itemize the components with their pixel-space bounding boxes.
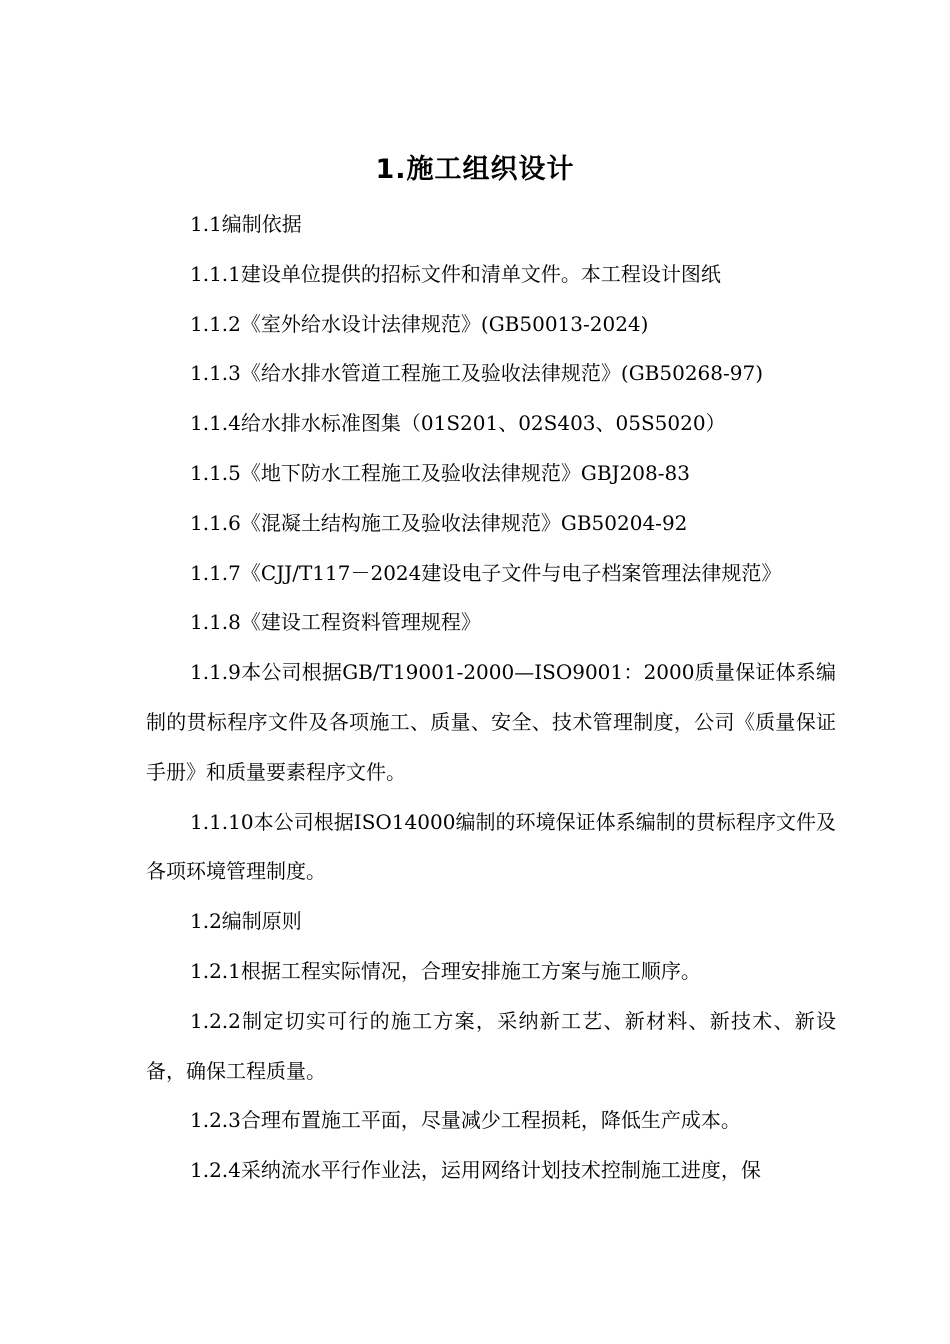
page-title: 1.施工组织设计 [375,154,575,185]
paragraph-1-1-4: 1.1.4给水排水标准图集（01S201、02S403、05S5020） [190,411,726,436]
section-heading-1-2: 1.2编制原则 [190,909,302,934]
paragraph-1-1-10: 1.1.10本公司根据ISO14000编制的环境保证体系编制的贯标程序文件及各项环境管理制度。 [146,809,836,884]
paragraph-1-1-7: 1.1.7《CJJ/T117－2024建设电子文件与电子档案管理法律规范》 [190,560,782,585]
paragraph-1-1-1: 1.1.1建设单位提供的招标文件和清单文件。本工程设计图纸 [190,261,721,286]
paragraph-1-1-5: 1.1.5《地下防水工程施工及验收法律规范》GBJ208-83 [190,460,690,485]
paragraph-1-1-6: 1.1.6《混凝土结构施工及验收法律规范》GB50204-92 [190,510,688,535]
paragraph-1-1-2: 1.1.2《室外给水设计法律规范》(GB50013-2024) [190,311,649,336]
paragraph-1-1-3: 1.1.3《给水排水管道工程施工及验收法律规范》(GB50268-97) [190,361,763,386]
paragraph-1-1-8: 1.1.8《建设工程资料管理规程》 [190,610,481,635]
section-heading-1-1: 1.1编制依据 [190,212,302,236]
paragraph-1-2-4: 1.2.4采纳流水平行作业法，运用网络计划技术控制施工进度，保 [190,1158,761,1183]
paragraph-1-2-3: 1.2.3合理布置施工平面，尽量减少工程损耗，降低生产成本。 [190,1108,741,1133]
document-body [146,200,836,1196]
paragraph-1-2-2: 1.2.2制定切实可行的施工方案，采纳新工艺、新材料、新技术、新设备，确保工程质量。 [146,1008,836,1083]
paragraph-1-2-1: 1.2.1根据工程实际情况，合理安排施工方案与施工顺序。 [190,958,701,983]
paragraph-1-1-9: 1.1.9本公司根据GB/T19001-2000—ISO9001：2000质量保证体系编制的贯标程序文件及各项施工、质量、安全、技术管理制度，公司《质量保证手册》和质量要素程序文件。 [146,660,836,784]
